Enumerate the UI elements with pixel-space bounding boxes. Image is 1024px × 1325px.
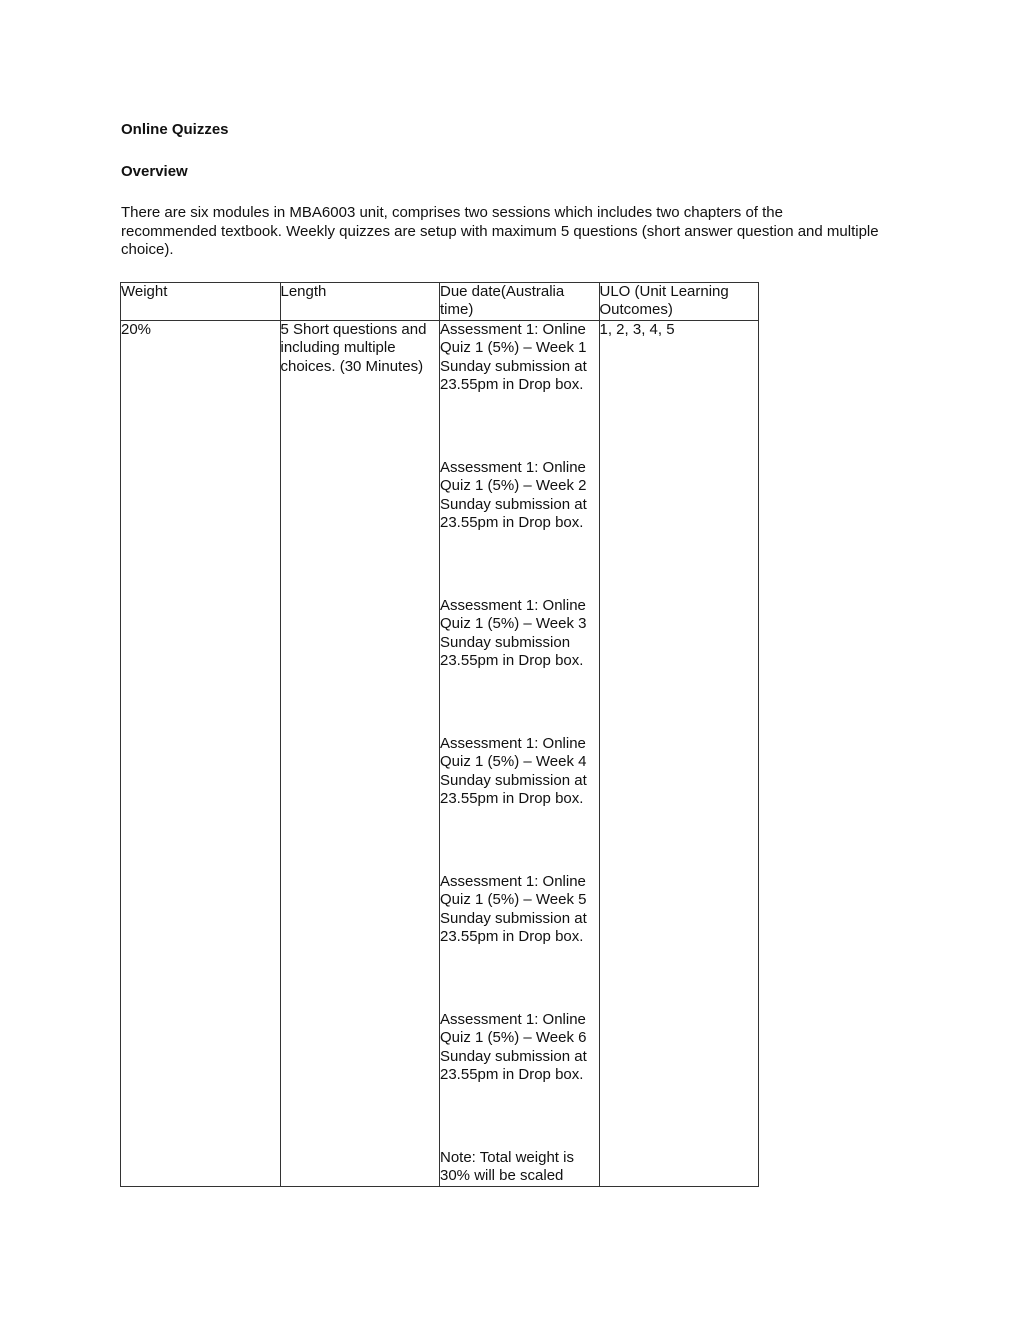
table-row bbox=[121, 321, 759, 1187]
header-weight: Weight bbox=[121, 283, 281, 321]
cell-weight: 20% bbox=[121, 321, 281, 1187]
due-entry-week-4: Assessment 1: Online Quiz 1 (5%) – Week 4 Sunday submission at 23.55pm in Drop box. bbox=[440, 735, 587, 807]
due-entry-note: Note: Total weight is 30% will be scaled bbox=[440, 1149, 574, 1185]
due-entry-week-5: Assessment 1: Online Quiz 1 (5%) – Week 5 Sunday submission at 23.55pm in Drop box. bbox=[440, 873, 587, 945]
assessment-table bbox=[120, 282, 759, 1187]
section-heading-overview: Overview bbox=[121, 163, 188, 180]
due-entry-week-1: Assessment 1: Online Quiz 1 (5%) – Week 1 Sunday submission at 23.55pm in Drop box. bbox=[440, 321, 587, 393]
page-title: Online Quizzes bbox=[121, 121, 229, 138]
cell-length: 5 Short questions and including multiple choices. (30 Minutes) bbox=[280, 321, 440, 1187]
due-entry-week-6: Assessment 1: Online Quiz 1 (5%) – Week 6 Sunday submission at 23.55pm in Drop box. bbox=[440, 1011, 587, 1083]
table-header-row bbox=[121, 283, 759, 321]
header-due-date: Due date(Australia time) bbox=[440, 283, 600, 321]
header-length: Length bbox=[280, 283, 440, 321]
due-entry-week-2: Assessment 1: Online Quiz 1 (5%) – Week 2 Sunday submission at 23.55pm in Drop box. bbox=[440, 459, 587, 531]
header-ulo: ULO (Unit Learning Outcomes) bbox=[599, 283, 759, 321]
cell-ulo: 1, 2, 3, 4, 5 bbox=[599, 321, 759, 1187]
cell-due-dates bbox=[440, 321, 600, 1187]
due-entry-week-3: Assessment 1: Online Quiz 1 (5%) – Week 3 Sunday submission 23.55pm in Drop box. bbox=[440, 597, 587, 669]
intro-paragraph: There are six modules in MBA6003 unit, comprises two sessions which includes two chapters of the recommended textbook. Weekly quizzes are setup with maximum 5 questions (short answer question and multiple choice). bbox=[121, 204, 879, 258]
